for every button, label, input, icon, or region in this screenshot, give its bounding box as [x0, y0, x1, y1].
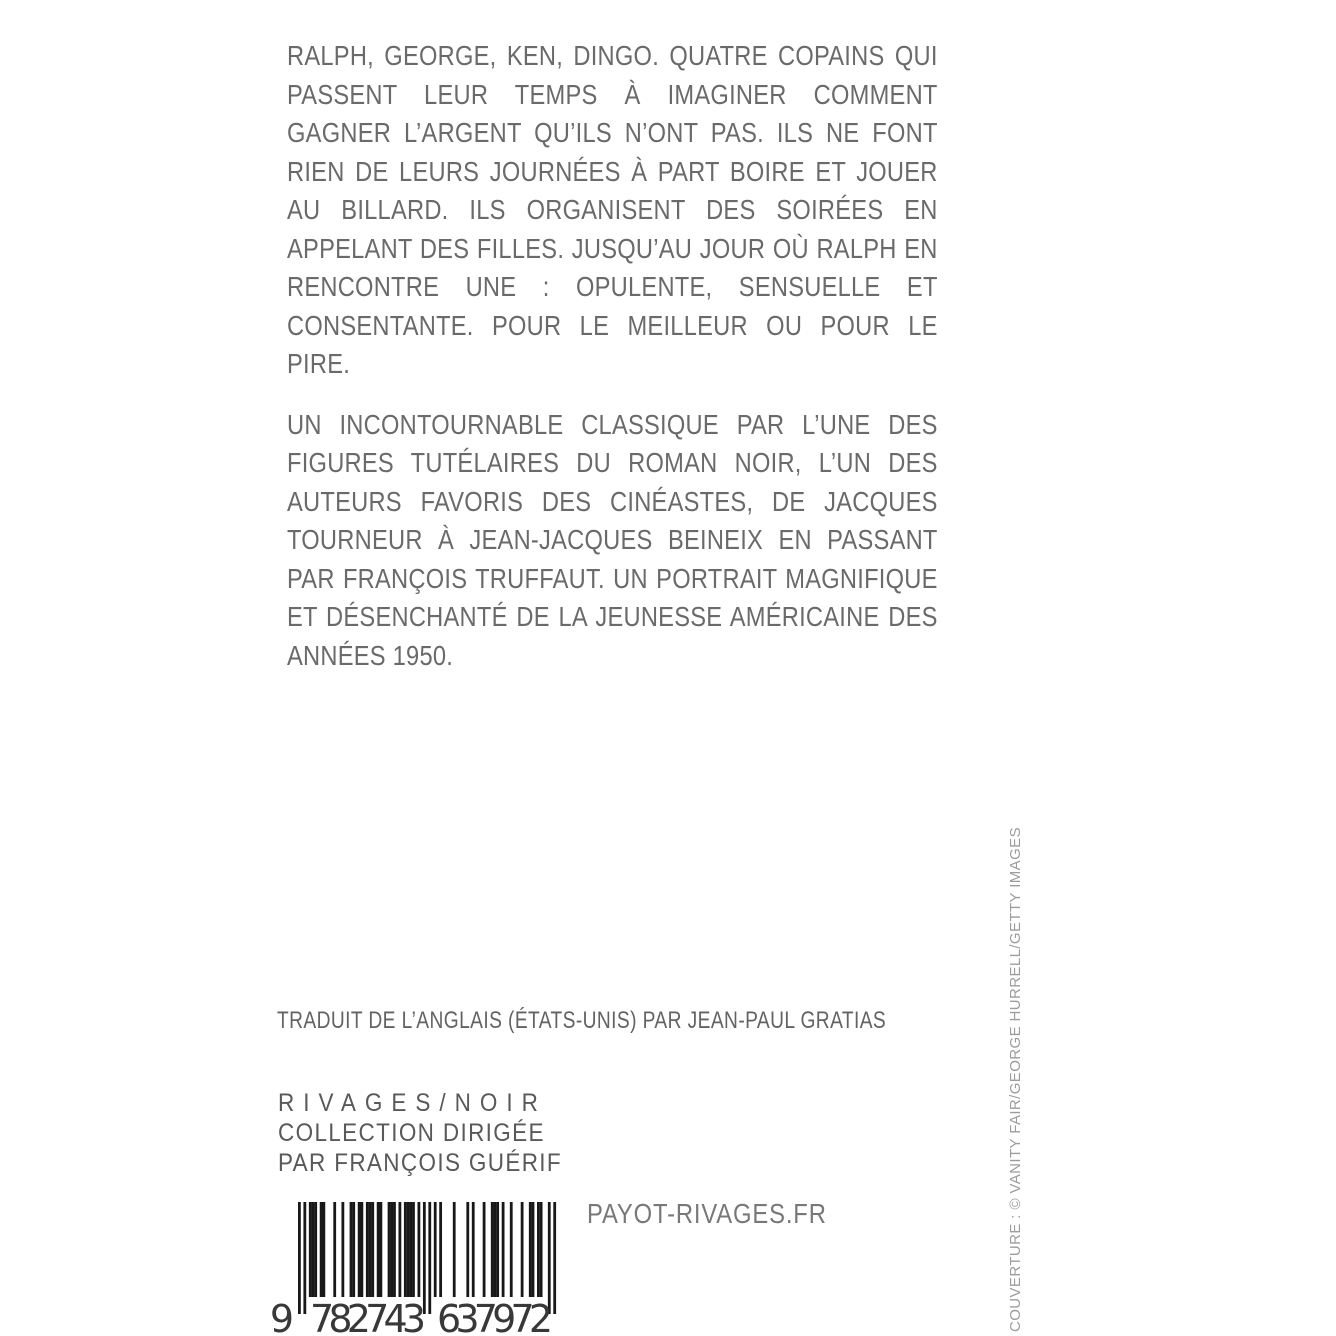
translation-credit: TRADUIT DE L’ANGLAIS (ÉTATS-UNIS) PAR JEAN-PAUL GRATIAS [277, 1007, 887, 1034]
collection-subtitle: COLLECTION DIRIGÉE [278, 1119, 545, 1147]
barcode-digits-left: 782743 [310, 1297, 426, 1336]
publisher-website: PAYOT-RIVAGES.FR [587, 1198, 827, 1229]
collection-block [278, 1088, 562, 1178]
barcode-graphic [268, 1202, 558, 1336]
ean13-barcode [268, 1202, 558, 1336]
barcode-digit-first: 9 [269, 1297, 295, 1336]
cover-photo-credit: COUVERTURE : © VANITY FAIR/GEORGE HURRELL/GETTY IMAGES [1007, 827, 1024, 1332]
synopsis-paragraph: RALPH, GEORGE, KEN, DINGO. QUATRE COPAINS QUI PASSENT LEUR TEMPS À IMAGINER COMMENT GAGNER L’ARGENT QU’ILS N’ONT PAS. ILS NE FONT RIEN DE LEURS JOURNÉES À PART BOIRE ET JOUER AU BILLARD. ILS ORGANISENT DES SOIRÉES EN APPELANT DES FILLES. JUSQU’AU JOUR OÙ RALPH EN RENCONTRE UNE : OPULENTE, SENSUELLE ET CONSENTANTE. POUR LE MEILLEUR OU POUR LE PIRE. [287, 40, 938, 379]
review-paragraph: UN INCONTOURNABLE CLASSIQUE PAR L’UNE DES FIGURES TUTÉLAIRES DU ROMAN NOIR, L’UN DES AUTEURS FAVORIS DES CINÉASTES, DE JACQUES TOURNEUR À JEAN-JACQUES BEINEIX EN PASSANT PAR FRANÇOIS TRUFFAUT. UN PORTRAIT MAGNIFIQUE ET DÉSENCHANTÉ DE LA JEUNESSE AMÉRICAINE DES ANNÉES 1950. [287, 408, 938, 671]
back-cover-text [287, 37, 938, 675]
barcode-digits-right: 637972 [437, 1297, 553, 1336]
collection-director: PAR FRANÇOIS GUÉRIF [278, 1149, 563, 1177]
collection-name: RIVAGES/NOIR [278, 1089, 547, 1117]
